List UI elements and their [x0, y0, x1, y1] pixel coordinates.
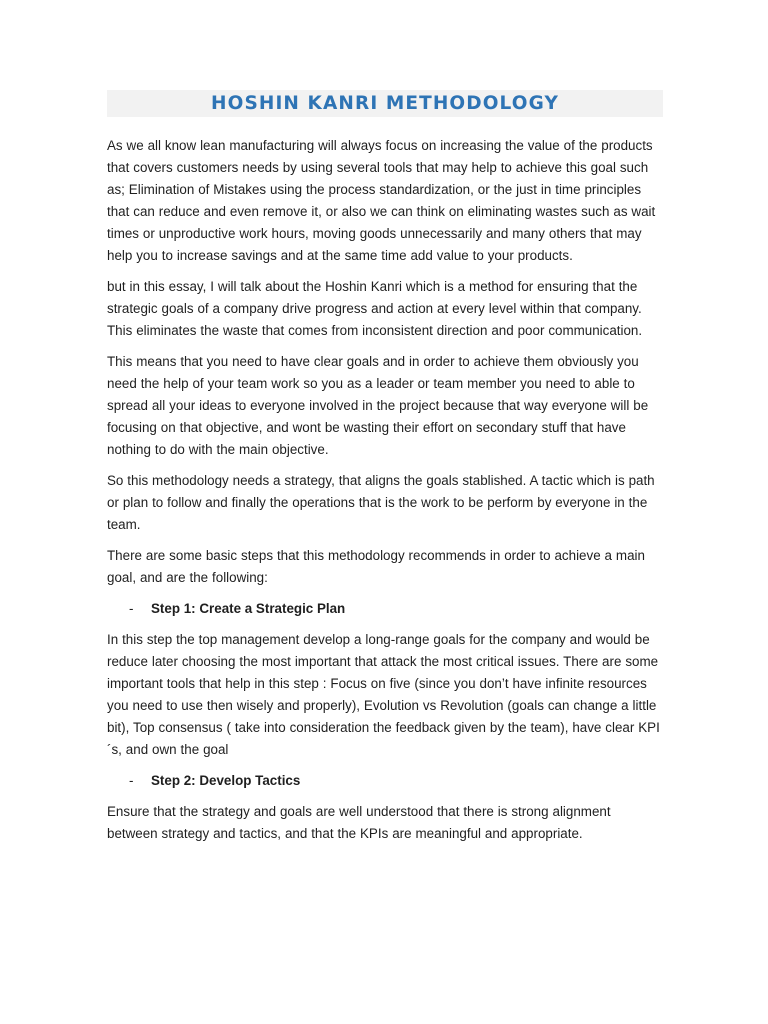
- paragraph-step-2: Ensure that the strategy and goals are well understood that there is strong alignment between strategy and tactics, and that the KPIs are meaningful and appropriate.: [107, 804, 611, 841]
- paragraph-intro: As we all know lean manufacturing will always focus on increasing the value of the products that covers customers needs by using several tools that may help to achieve this goal such as; Elimination of Mistakes using the process standardization, or the just in time principles that can reduce and even remove it, or also we can think on eliminating wastes such as wait times or unproductive work hours, moving goods unnecessarily and many others that may help you to increase savings and at the same time add value to your products.: [107, 138, 656, 263]
- step-2-label: Step 2: Develop Tactics: [151, 773, 301, 788]
- step-2-heading: [107, 770, 663, 792]
- title-band: [107, 90, 663, 117]
- step-1-label: Step 1: Create a Strategic Plan: [151, 601, 346, 616]
- list-dash: -: [129, 773, 134, 788]
- list-dash: -: [129, 601, 134, 616]
- paragraph-strategy: So this methodology needs a strategy, that aligns the goals stablished. A tactic which is path or plan to follow and finally the operations that is the work to be perform by everyone in the team.: [107, 473, 655, 532]
- paragraph-step-1: In this step the top management develop a long-range goals for the company and would be reduce later choosing the most important that attack the most critical issues. There are some important tools that help in this step : Focus on five (since you don’t have infinite resources you need to use then wisely and properly), Evolution vs Revolution (goals can change a little bit), Top consensus ( take into consideration the feedback given by the team), have clear KPI´s, and own the goal: [107, 632, 660, 757]
- paragraph-hoshin-kanri: but in this essay, I will talk about the Hoshin Kanri which is a method for ensuring that the strategic goals of a company drive progress and action at every level within that company. This eliminates the waste that comes from inconsistent direction and poor communication.: [107, 279, 643, 338]
- step-1-heading: [107, 598, 663, 620]
- paragraph-basic-steps: There are some basic steps that this methodology recommends in order to achieve a main goal, and are the following:: [107, 548, 645, 585]
- document-page: [107, 90, 663, 854]
- paragraph-clear-goals: This means that you need to have clear goals and in order to achieve them obviously you need the help of your team work so you as a leader or team member you need to able to spread all your ideas to everyone involved in the project because that way everyone will be focusing on that objective, and wont be wasting their effort on secondary stuff that have nothing to do with the main objective.: [107, 354, 649, 457]
- document-title: HOSHIN KANRI METHODOLOGY: [211, 93, 559, 114]
